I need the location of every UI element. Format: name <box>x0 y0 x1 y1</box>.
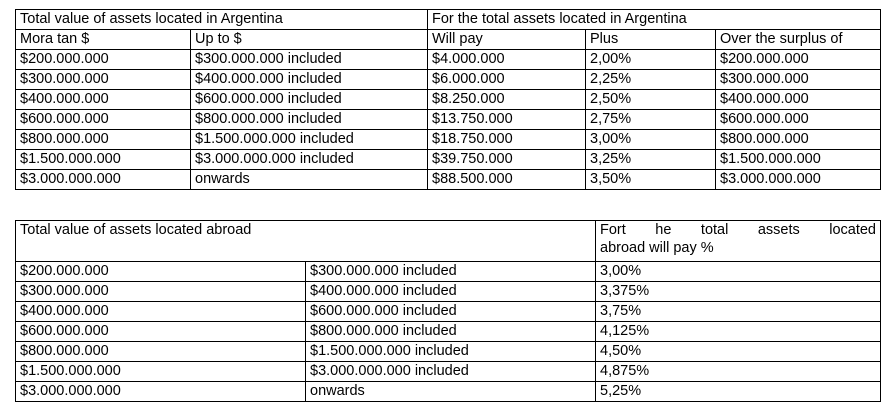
will-pay-cell: $18.750.000 <box>428 130 586 150</box>
will-pay-cell: $8.250.000 <box>428 90 586 110</box>
table-row <box>16 150 881 170</box>
argentina-header-row <box>16 10 881 30</box>
over-surplus-cell: $600.000.000 <box>716 110 881 130</box>
rate-cell: 4,125% <box>596 322 881 342</box>
rate-cell: 3,75% <box>596 302 881 322</box>
abroad-tax-header <box>596 221 881 262</box>
table-row <box>16 170 881 190</box>
up-to-cell: $800.000.000 included <box>306 322 596 342</box>
column-header-up-to: Up to $ <box>191 30 428 50</box>
table-row <box>16 382 881 402</box>
table-row <box>16 302 881 322</box>
more-than-cell: $600.000.000 <box>16 322 306 342</box>
more-than-cell: $600.000.000 <box>16 110 191 130</box>
more-than-cell: $1.500.000.000 <box>16 150 191 170</box>
up-to-cell: $300.000.000 included <box>191 50 428 70</box>
up-to-cell: $3.000.000.000 included <box>306 362 596 382</box>
table-row <box>16 322 881 342</box>
plus-rate-cell: 2,25% <box>586 70 716 90</box>
rate-cell: 5,25% <box>596 382 881 402</box>
more-than-cell: $1.500.000.000 <box>16 362 306 382</box>
argentina-tax-header: For the total assets located in Argentina <box>428 10 881 30</box>
over-surplus-cell: $200.000.000 <box>716 50 881 70</box>
table-row <box>16 70 881 90</box>
table-row <box>16 50 881 70</box>
will-pay-cell: $6.000.000 <box>428 70 586 90</box>
plus-rate-cell: 3,50% <box>586 170 716 190</box>
over-surplus-cell: $300.000.000 <box>716 70 881 90</box>
abroad-tax-header-line1: Fort he total assets located <box>600 222 876 238</box>
up-to-cell: $1.500.000.000 included <box>191 130 428 150</box>
will-pay-cell: $13.750.000 <box>428 110 586 130</box>
over-surplus-cell: $800.000.000 <box>716 130 881 150</box>
up-to-cell: $600.000.000 included <box>191 90 428 110</box>
table-row <box>16 130 881 150</box>
up-to-cell: $1.500.000.000 included <box>306 342 596 362</box>
rate-cell: 4,50% <box>596 342 881 362</box>
plus-rate-cell: 3,00% <box>586 130 716 150</box>
more-than-cell: $3.000.000.000 <box>16 382 306 402</box>
table-row <box>16 262 881 282</box>
table-row <box>16 362 881 382</box>
argentina-total-value-header: Total value of assets located in Argentina <box>16 10 428 30</box>
rate-cell: 3,375% <box>596 282 881 302</box>
table-row <box>16 342 881 362</box>
up-to-cell: $800.000.000 included <box>191 110 428 130</box>
more-than-cell: $200.000.000 <box>16 50 191 70</box>
up-to-cell: $300.000.000 included <box>306 262 596 282</box>
abroad-tax-table <box>15 220 881 402</box>
up-to-cell: $600.000.000 included <box>306 302 596 322</box>
rate-cell: 3,00% <box>596 262 881 282</box>
plus-rate-cell: 2,00% <box>586 50 716 70</box>
column-header-will-pay: Will pay <box>428 30 586 50</box>
more-than-cell: $400.000.000 <box>16 90 191 110</box>
argentina-tax-table <box>15 9 881 190</box>
plus-rate-cell: 3,25% <box>586 150 716 170</box>
column-header-more-than: Mora tan $ <box>16 30 191 50</box>
abroad-header-row <box>16 221 881 262</box>
over-surplus-cell: $1.500.000.000 <box>716 150 881 170</box>
up-to-cell: $3.000.000.000 included <box>191 150 428 170</box>
more-than-cell: $300.000.000 <box>16 282 306 302</box>
more-than-cell: $800.000.000 <box>16 130 191 150</box>
up-to-cell: $400.000.000 included <box>306 282 596 302</box>
up-to-cell: $400.000.000 included <box>191 70 428 90</box>
abroad-tax-header-line2: abroad will pay % <box>600 240 714 256</box>
rate-cell: 4,875% <box>596 362 881 382</box>
will-pay-cell: $39.750.000 <box>428 150 586 170</box>
more-than-cell: $3.000.000.000 <box>16 170 191 190</box>
column-header-over-surplus: Over the surplus of <box>716 30 881 50</box>
more-than-cell: $400.000.000 <box>16 302 306 322</box>
argentina-columns-row <box>16 30 881 50</box>
over-surplus-cell: $400.000.000 <box>716 90 881 110</box>
up-to-cell: onwards <box>191 170 428 190</box>
will-pay-cell: $88.500.000 <box>428 170 586 190</box>
table-row <box>16 282 881 302</box>
table-row <box>16 90 881 110</box>
will-pay-cell: $4.000.000 <box>428 50 586 70</box>
plus-rate-cell: 2,50% <box>586 90 716 110</box>
abroad-total-value-header: Total value of assets located abroad <box>16 221 596 262</box>
up-to-cell: onwards <box>306 382 596 402</box>
more-than-cell: $200.000.000 <box>16 262 306 282</box>
over-surplus-cell: $3.000.000.000 <box>716 170 881 190</box>
plus-rate-cell: 2,75% <box>586 110 716 130</box>
table-row <box>16 110 881 130</box>
column-header-plus: Plus <box>586 30 716 50</box>
more-than-cell: $800.000.000 <box>16 342 306 362</box>
more-than-cell: $300.000.000 <box>16 70 191 90</box>
